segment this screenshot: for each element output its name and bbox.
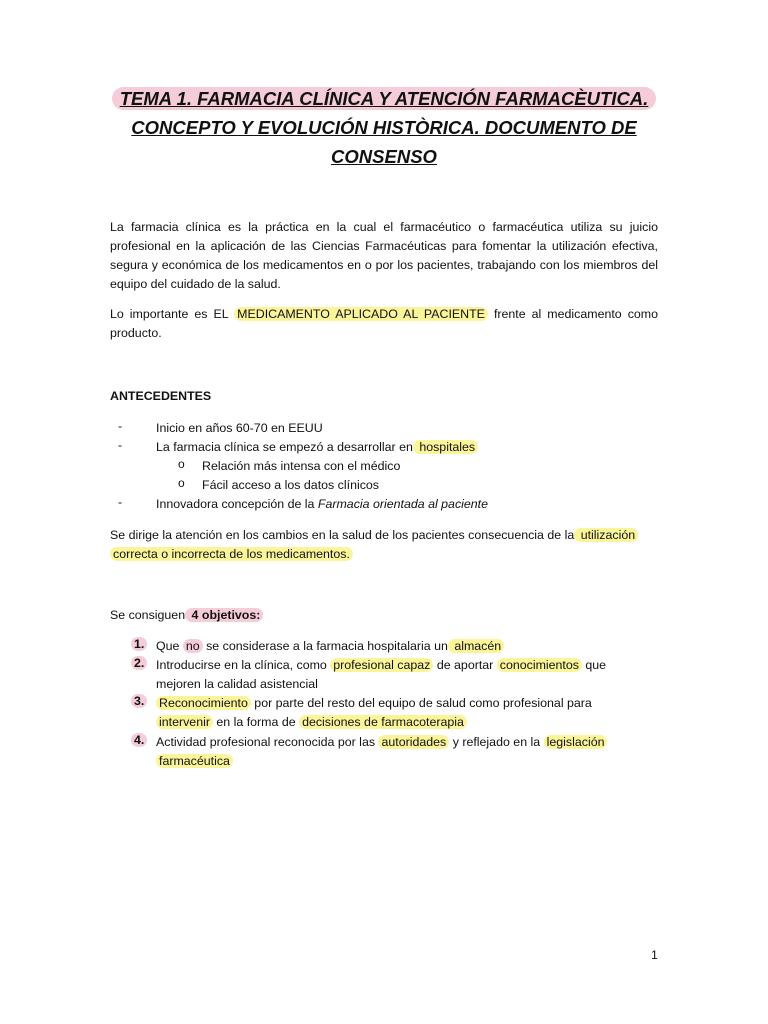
- bullet-circle: o: [178, 476, 185, 490]
- objetivos-intro: Se consiguen 4 objetivos:: [110, 606, 263, 625]
- list-number: 4.: [131, 733, 147, 747]
- highlight-utilizacion: utilización: [574, 528, 638, 542]
- section-heading-antecedentes: ANTECEDENTES: [110, 389, 212, 403]
- bullet-dash: -: [118, 438, 123, 452]
- sub-bullet-item: Relación más intensa con el médico: [202, 459, 401, 473]
- objetivo-item-3: Reconocimiento por parte del resto del equipo de salud como profesional para intervenir en la forma de decisiones de farmacoterapia: [156, 694, 658, 732]
- list-number: 3.: [131, 694, 147, 708]
- bullet-dash: -: [118, 419, 123, 433]
- bullet-item: Inicio en años 60-70 en EEUU: [156, 421, 323, 435]
- key-paragraph: Lo importante es EL MEDICAMENTO APLICADO AL PACIENTE frente al medicamento como producto.: [110, 307, 658, 340]
- highlight-hospitales: hospitales: [413, 440, 478, 454]
- title-line-1: TEMA 1. FARMACIA CLÍNICA Y ATENCIÓN FARMACÈUTICA.: [0, 84, 768, 114]
- bullet-item: Innovadora concepción de la Farmacia orientada al paciente: [156, 497, 489, 511]
- highlight-correcta: correcta o incorrecta de los medicamentos.: [110, 547, 353, 561]
- list-number: 2.: [131, 656, 147, 670]
- bullet-dash: -: [118, 495, 123, 509]
- objetivo-item-2: Introducirse en la clínica, como profesional capaz de aportar conocimientos que mejoren la calidad asistencial: [156, 658, 607, 691]
- bullet-circle: o: [178, 457, 185, 471]
- title-line-2: CONCEPTO Y EVOLUCIÓN HISTÒRICA. DOCUMENTO DE: [131, 117, 637, 138]
- objetivo-item-4: Actividad profesional reconocida por las autoridades y reflejado en la legislación farmacéutica: [156, 733, 658, 771]
- attention-paragraph: Se dirige la atención en los cambios en la salud de los pacientes consecuencia de la utilización correcta o incorrecta de los medicamentos.: [110, 526, 658, 564]
- title-line-3: CONSENSO: [331, 146, 437, 167]
- intro-paragraph: La farmacia clínica es la práctica en la cual el farmacéutico o farmacéutica utiliza su juicio profesional en la aplicación de las Ciencias Farmacéuticas para fomentar la utilización efectiva, segura y económica de los medicamentos en o por los pacientes, trabajando con los miembros del equipo del cuidado de la salud.: [110, 220, 658, 291]
- page-number: 1: [651, 948, 658, 962]
- sub-bullet-item: Fácil acceso a los datos clínicos: [202, 478, 379, 492]
- highlight-medicamento: MEDICAMENTO APLICADO AL PACIENTE: [234, 307, 488, 321]
- bullet-item: La farmacia clínica se empezó a desarrollar en hospitales: [156, 438, 478, 457]
- list-number: 1.: [131, 637, 147, 651]
- objetivo-item-1: Que no se considerase a la farmacia hospitalaria un almacén: [156, 637, 658, 656]
- highlight-4-objetivos: 4 objetivos:: [185, 608, 263, 622]
